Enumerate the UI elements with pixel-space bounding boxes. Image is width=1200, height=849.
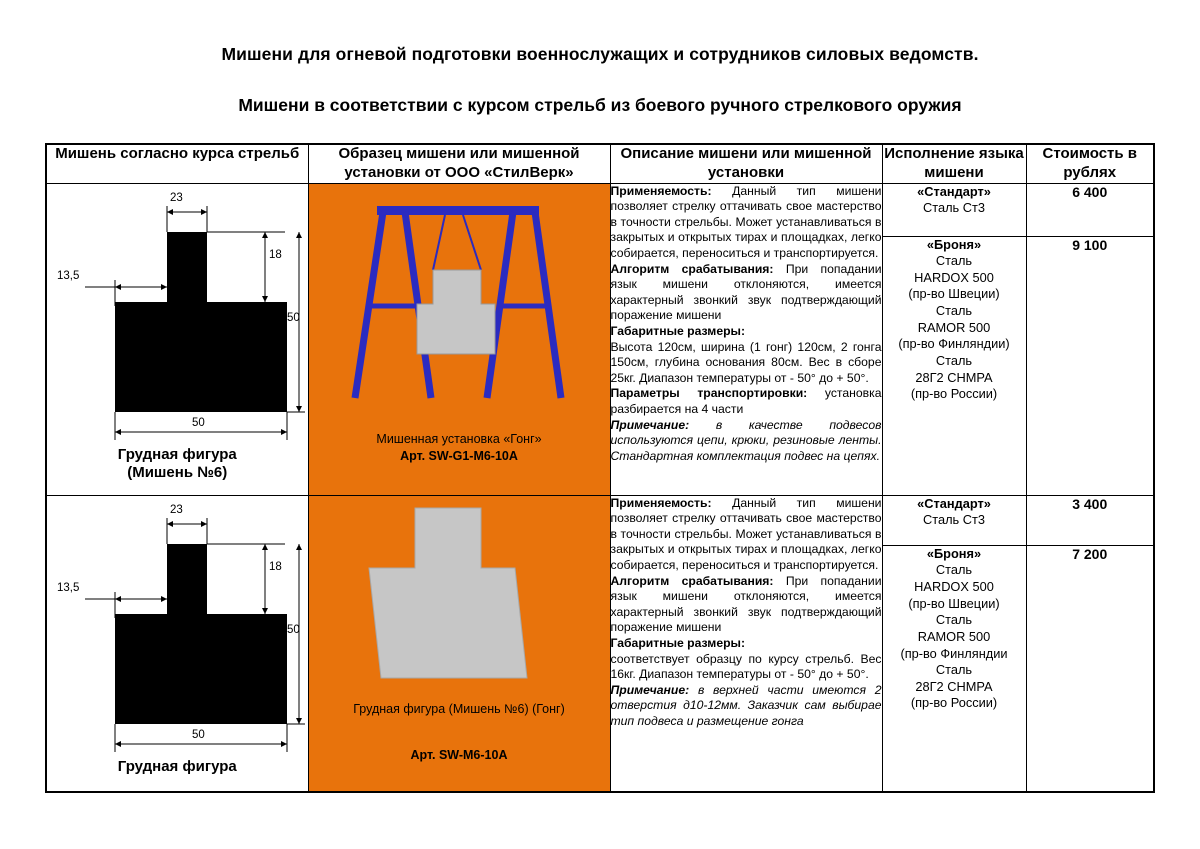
- desc-label-note-1: Примечание:: [610, 417, 690, 432]
- material-line: HARDOX 500: [914, 579, 994, 595]
- material-line: 28Г2 СНМРА: [915, 369, 993, 385]
- target-drawing-2: [47, 496, 305, 766]
- page-title: Мишени для огневой подготовки военнослужащих и сотрудников силовых ведомств.: [221, 44, 979, 64]
- gong-installation-illustration: [309, 184, 607, 436]
- desc-text-applicability-1: Данный тип мишени позволяет стрелку оттачивать свое мастерство в точности стрельбы. Может устанавливаться в закрытых и открытых тирах и площадках, легко собирается, переноситься и транспортируется.: [610, 183, 882, 260]
- dimension-top-2: 23: [170, 503, 183, 516]
- material-title-armor-2: «Броня»: [926, 545, 982, 561]
- gong-plate-illustration: [309, 496, 607, 726]
- desc-label-dimensions-2: Габаритные размеры:: [610, 635, 746, 650]
- material-line: 28Г2 СНМРА: [915, 678, 993, 694]
- material-line: Сталь: [935, 612, 973, 628]
- title-block: [0, 0, 1200, 116]
- header-sample: Образец мишени или мишенной установки от ООО «СтилВерк»: [308, 144, 610, 183]
- material-line: Сталь: [935, 352, 973, 368]
- material-line: Сталь: [935, 662, 973, 678]
- header-price: Стоимость в рублях: [1026, 144, 1154, 183]
- desc-label-transport-1: Параметры транспортировки:: [610, 386, 808, 401]
- price-cell-standard-2: 3 400: [1026, 495, 1154, 545]
- desc-text-transport-1: установка разбирается на 4 части: [610, 386, 882, 417]
- target-drawing-cell-2: [46, 495, 308, 792]
- dimension-bottom-1: 50: [192, 416, 205, 429]
- desc-text-note-1: в качестве подвесов используются цепи, крюки, резиновые ленты. Стандартная комплектация подвес на цепях.: [610, 417, 882, 463]
- description-cell-2: [610, 495, 882, 792]
- targets-table: [45, 143, 1155, 793]
- desc-label-applicability-2: Применяемость:: [610, 495, 712, 510]
- header-description: Описание мишени или мишенной установки: [610, 144, 882, 183]
- dimension-right-2: 50: [287, 623, 300, 636]
- dimension-right-1: 50: [287, 311, 300, 324]
- page-subtitle: Мишени в соответствии с курсом стрельб из боевого ручного стрелкового оружия: [238, 95, 962, 115]
- material-line: Сталь: [935, 253, 973, 269]
- desc-label-dimensions-1: Габаритные размеры:: [610, 323, 746, 338]
- table-header-row: [46, 144, 1154, 183]
- desc-text-dimensions-1: Высота 120см, ширина (1 гонг) 120см, 2 гонга 150см, глубина основания 80см. Вес в сборе 25кг. Диапазон температуры от - 50° до + 50°.: [610, 339, 882, 385]
- sample-article-1: Арт. SW-G1-M6-10A: [400, 448, 518, 463]
- material-line-standard-2: Сталь Ст3: [923, 512, 985, 528]
- material-cell-standard-1: [882, 183, 1026, 236]
- table-row: [46, 495, 1154, 545]
- material-line: (пр-во России): [910, 386, 998, 402]
- figure-caption-line1-1: Грудная фигура: [117, 445, 237, 463]
- sample-cell-2: [308, 495, 610, 792]
- material-title-standard-2: «Стандарт»: [917, 495, 991, 511]
- dimension-bottom-2: 50: [192, 728, 205, 741]
- material-title-standard-1: «Стандарт»: [917, 183, 991, 199]
- sample-article-2: Арт. SW-M6-10A: [410, 747, 508, 762]
- material-cell-armor-1: [882, 236, 1026, 495]
- target-drawing-1: [47, 184, 305, 464]
- header-material: Исполнение языка мишени: [882, 144, 1026, 183]
- table-row: [46, 183, 1154, 236]
- desc-text-algorithm-2: При попадании язык мишени отклоняются, имеется характерный звонкий звук подтверждающий поражение мишени: [610, 573, 882, 635]
- desc-text-note-2: в верхней части имеются 2 отверстия д10-12мм. Заказчик сам выбирае тип подвеса и размещение гонга: [610, 682, 882, 729]
- price-cell-armor-1: 9 100: [1026, 236, 1154, 495]
- material-title-armor-1: «Броня»: [926, 236, 982, 252]
- material-line: Сталь: [935, 303, 973, 319]
- desc-text-algorithm-1: При попадании язык мишени отклоняются, имеется характерный звонкий звук подтверждающий поражение мишени: [610, 261, 882, 323]
- sample-cell-1: [308, 183, 610, 495]
- description-cell-1: [610, 183, 882, 495]
- material-line: (пр-во Швеции): [908, 286, 1000, 302]
- material-line: (пр-во Швеции): [908, 595, 1000, 611]
- desc-label-note-2: Примечание:: [610, 682, 690, 697]
- dimension-left-1: 13,5: [57, 269, 80, 282]
- desc-label-algorithm-2: Алгоритм срабатывания:: [610, 573, 774, 588]
- material-line: (пр-во Финляндии): [898, 336, 1010, 352]
- price-cell-standard-1: 6 400: [1026, 183, 1154, 236]
- material-line: Сталь: [935, 562, 973, 578]
- desc-label-algorithm-1: Алгоритм срабатывания:: [610, 261, 774, 276]
- material-cell-armor-2: [882, 545, 1026, 791]
- sample-caption-1: Мишенная установка «Гонг»: [376, 431, 542, 446]
- material-line: RAMOR 500: [917, 319, 991, 335]
- material-line-standard-1: Сталь Ст3: [923, 200, 985, 216]
- dimension-inner-1: 18: [269, 248, 282, 261]
- dimension-left-2: 13,5: [57, 581, 80, 594]
- header-target-course: Мишень согласно курса стрельб: [46, 144, 308, 183]
- desc-text-applicability-2: Данный тип мишени позволяет стрелку оттачивать свое мастерство в точности стрельбы. Может устанавливаться в закрытых и открытых тирах и площадках, легко собирается, переноситься и транспортируется.: [610, 495, 882, 572]
- price-cell-armor-2: 7 200: [1026, 545, 1154, 791]
- dimension-inner-2: 18: [269, 560, 282, 573]
- sample-caption-2: Грудная фигура (Мишень №6) (Гонг): [353, 701, 565, 716]
- material-line: HARDOX 500: [914, 269, 994, 285]
- material-line: RAMOR 500: [917, 628, 991, 644]
- material-line: (пр-во Финляндии: [900, 645, 1008, 661]
- desc-label-applicability-1: Применяемость:: [610, 183, 712, 198]
- figure-caption-line1-2: Грудная фигура: [117, 757, 237, 775]
- figure-caption-line2-1: (Мишень №6): [127, 464, 228, 482]
- material-line: (пр-во России): [910, 695, 998, 711]
- material-cell-standard-2: [882, 495, 1026, 545]
- desc-text-dimensions-2: соответствует образцу по курсу стрельб. Вес 16кг. Диапазон температуры от - 50° до + 50°.: [610, 651, 882, 682]
- target-drawing-cell-1: [46, 183, 308, 495]
- dimension-top-1: 23: [170, 191, 183, 204]
